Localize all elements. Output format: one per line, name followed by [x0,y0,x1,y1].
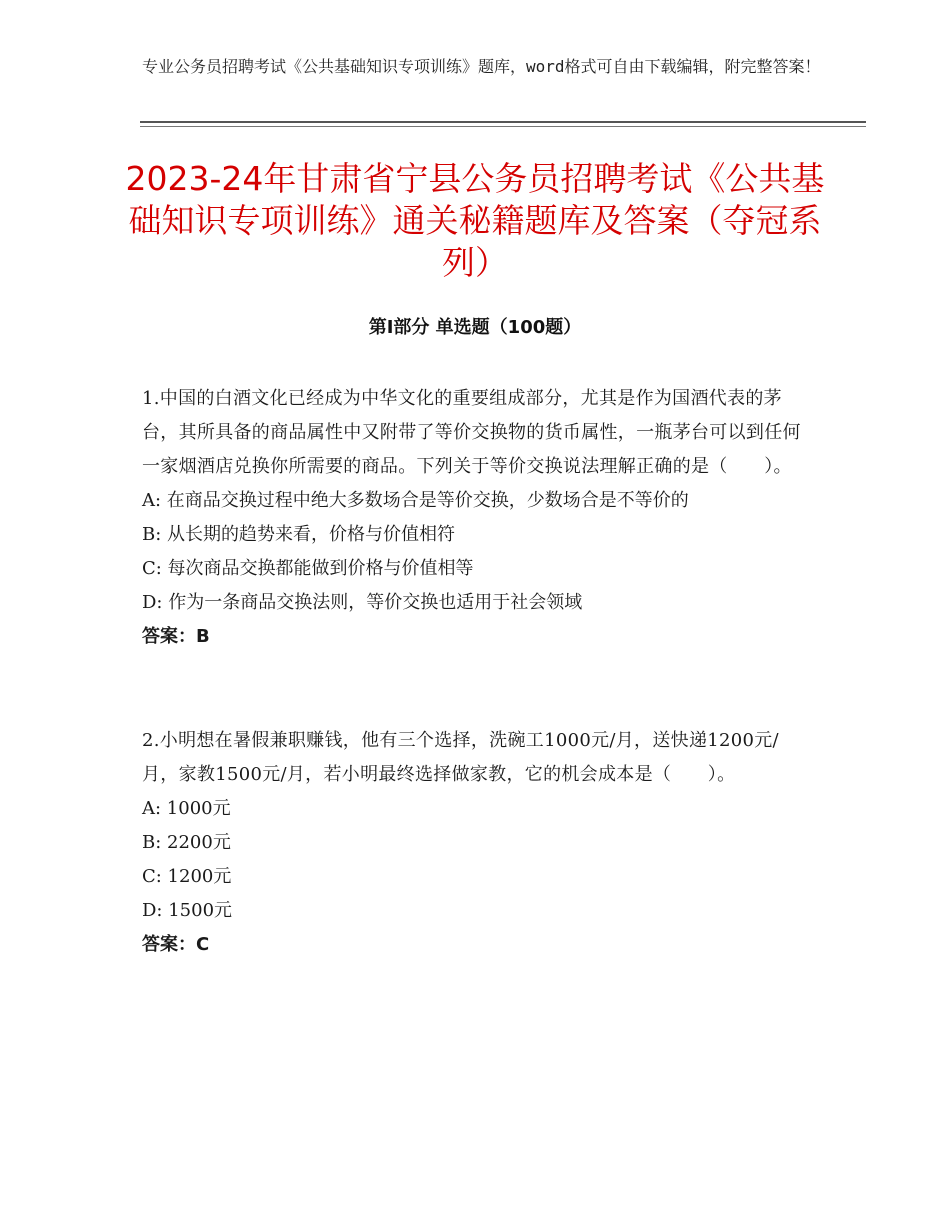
question-stem: 2.小明想在暑假兼职赚钱，他有三个选择，洗碗工1000元/月，送快递1200元/月，家教1500元/月，若小明最终选择做家教，它的机会成本是（ ）。 [142,730,779,785]
option-a: A: 在商品交换过程中绝大多数场合是等价交换，少数场合是不等价的 [142,490,689,511]
option-c: C: 1200元 [142,866,232,887]
option-d: D: 作为一条商品交换法则，等价交换也适用于社会领域 [142,592,583,613]
question-2 [142,724,814,962]
header-rule-thick [140,121,866,123]
option-c: C: 每次商品交换都能做到价格与价值相等 [142,558,474,579]
document-title: 2023-24年甘肃省宁县公务员招聘考试《公共基础知识专项训练》通关秘籍题库及答案（夺冠系列） [125,159,825,282]
question-stem: 1.中国的白酒文化已经成为中华文化的重要组成部分，尤其是作为国酒代表的茅台，其所具备的商品属性中又附带了等价交换物的货币属性，一瓶茅台可以到任何一家烟酒店兑换你所需要的商品。下列关于等价交换说法理解正确的是（ ）。 [142,388,801,477]
answer: 答案：B [142,626,210,647]
header-rule-thin [140,126,866,127]
option-d: D: 1500元 [142,900,233,921]
option-b: B: 2200元 [142,832,231,853]
answer: 答案：C [142,934,210,955]
option-b: B: 从长期的趋势来看，价格与价值相符 [142,524,456,545]
question-1 [142,382,814,654]
option-a: A: 1000元 [142,798,231,819]
section-heading: 第I部分 单选题（100题） [368,317,582,338]
header-note: 专业公务员招聘考试《公共基础知识专项训练》题库，word格式可自由下载编辑，附完整答案！ [142,57,821,76]
